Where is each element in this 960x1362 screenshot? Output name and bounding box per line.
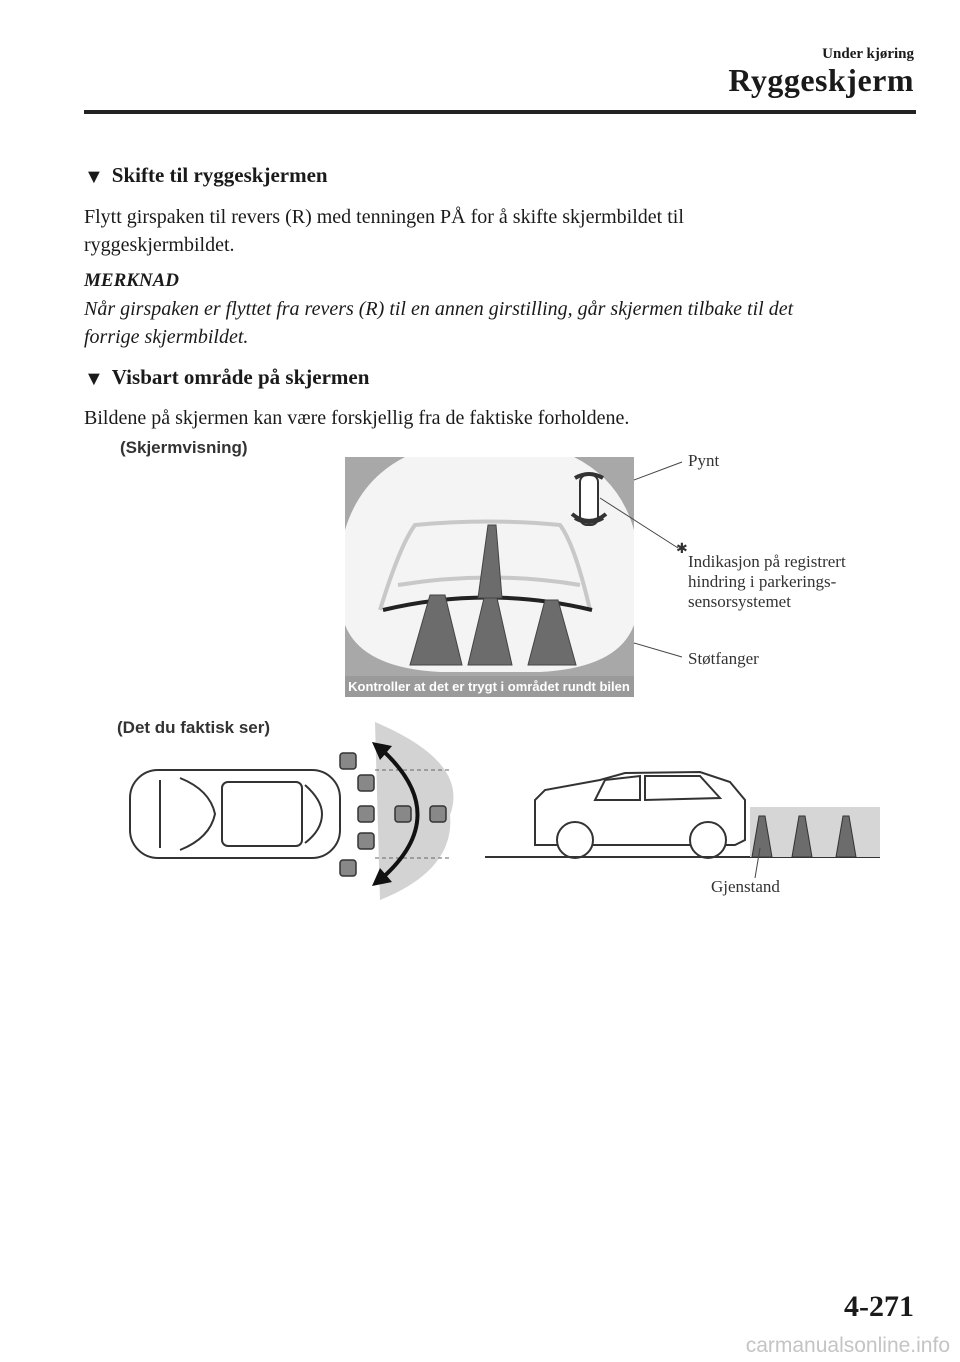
car-top-view	[130, 770, 340, 858]
screen-banner-text: Kontroller at det er trygt i området rundt bilen	[348, 679, 630, 694]
cone-top-view	[430, 806, 446, 822]
callout-indication	[688, 552, 846, 612]
note-line: Når girspaken er flyttet fra revers (R) til en annen girstilling, går skjermen tilbake til det	[84, 298, 794, 320]
page-number: 4-271	[844, 1290, 914, 1323]
callout-bumper: Støtfanger	[688, 649, 759, 668]
callout-line: Indikasjon på registrert	[688, 552, 846, 571]
cone-top-view	[340, 860, 356, 876]
leader-bumper	[634, 643, 682, 657]
screen-display	[345, 457, 634, 697]
chapter-title: Under kjøring	[822, 46, 914, 62]
note-line: forrige skjermbildet.	[84, 326, 249, 348]
callout-line: hindring i parkerings-	[688, 572, 837, 591]
cone-top-view	[358, 833, 374, 849]
body-line: ryggeskjermbildet.	[84, 234, 235, 256]
callout-pynt: Pynt	[688, 451, 720, 470]
triangle-bullet-icon: ▼	[84, 166, 104, 188]
car-side-view	[535, 772, 745, 858]
star-icon: ✱	[676, 542, 688, 557]
actual-view-label: (Det du faktisk ser)	[117, 718, 271, 737]
cone-top-view	[395, 806, 411, 822]
heading-text: Skifte til ryggeskjermen	[111, 163, 328, 187]
triangle-bullet-icon: ▼	[84, 368, 104, 390]
note-title: MERKNAD	[84, 270, 180, 291]
watermark: carmanualsonline.info	[745, 1334, 950, 1357]
heading-text: Visbart område på skjermen	[111, 365, 370, 389]
body-paragraph: Bildene på skjermen kan være forskjellig fra de faktiske forholdene.	[84, 407, 630, 429]
callout-line: sensorsystemet	[688, 592, 791, 611]
cone-top-view	[340, 753, 356, 769]
screen-view-label: (Skjermvisning)	[120, 438, 248, 457]
leader-pynt	[634, 462, 682, 480]
callout-object: Gjenstand	[711, 877, 780, 896]
section-title: Ryggeskjerm	[728, 62, 914, 98]
body-line: Flytt girspaken til revers (R) med tenningen PÅ for å skifte skjermbildet til	[84, 206, 684, 228]
cone-top-view	[358, 775, 374, 791]
cone-top-view	[358, 806, 374, 822]
